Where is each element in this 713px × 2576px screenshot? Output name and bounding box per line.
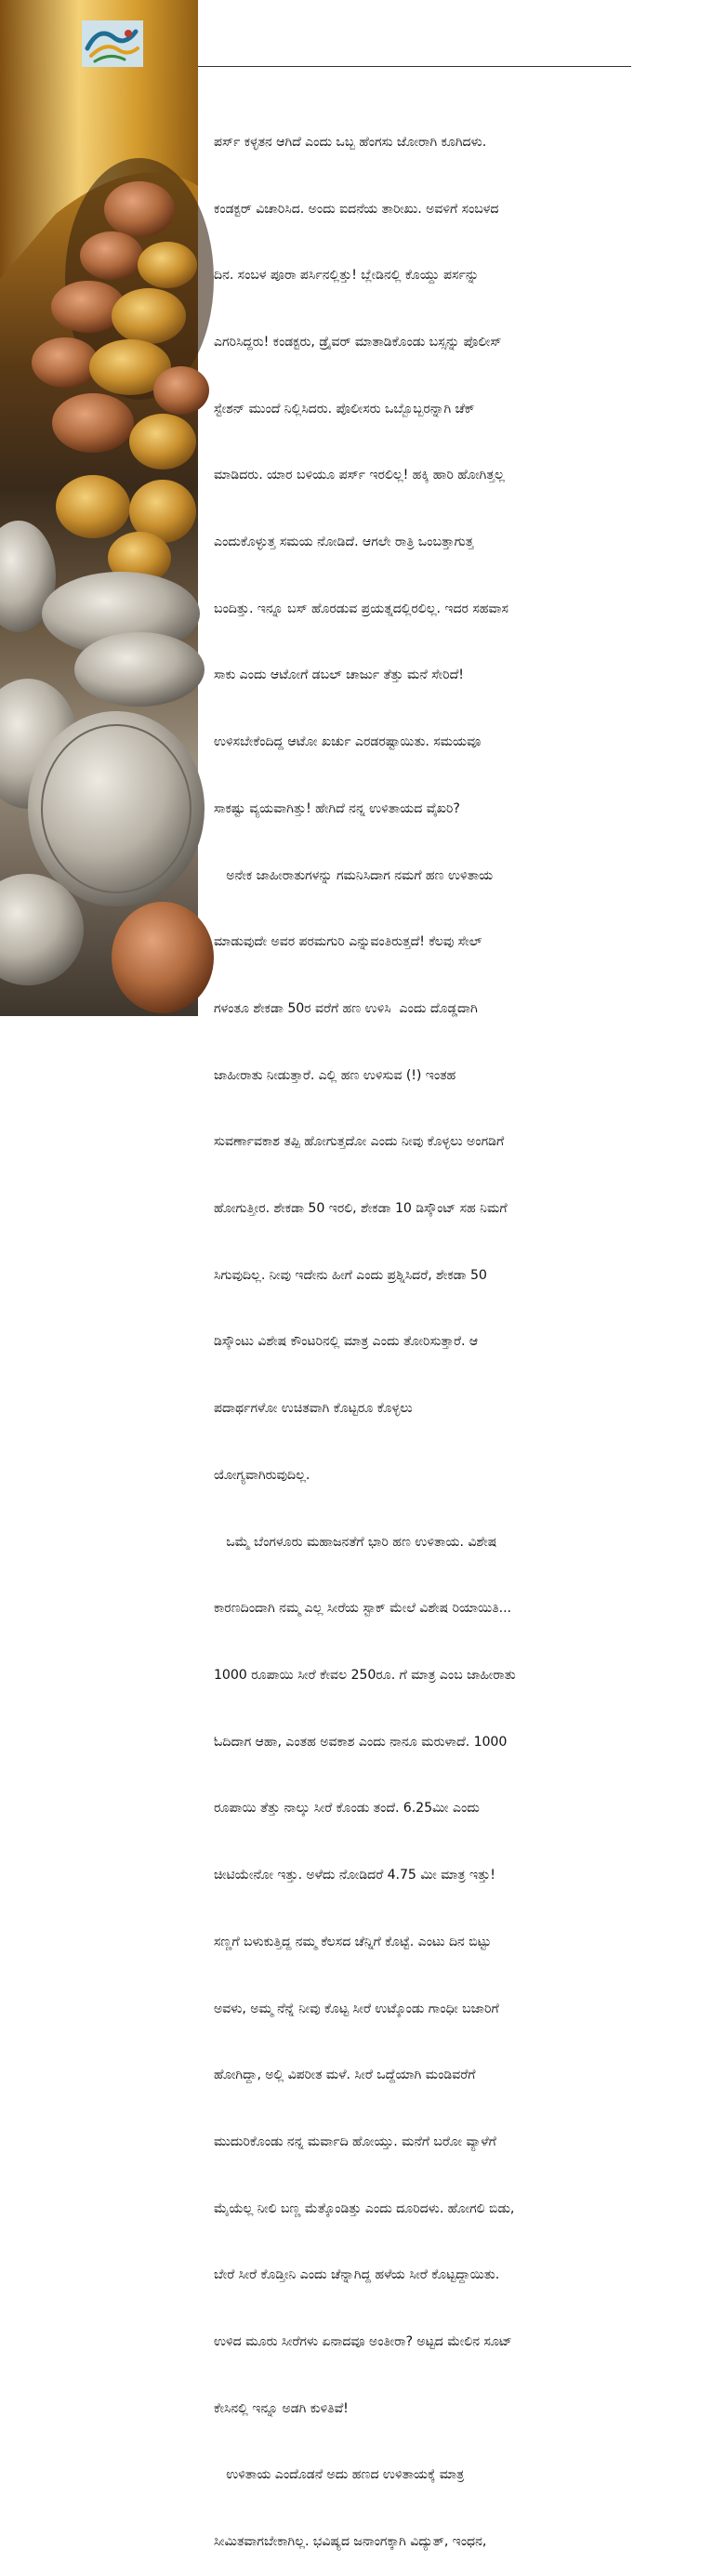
article-line: 1000 ರೂಪಾಯಿ ಸೀರೆ ಕೇವಲ 250ರೂ. ಗೆ ಮಾತ್ರ ಎಂಬ ಜಾಹೀರಾತು (214, 1667, 516, 1683)
logo (82, 20, 143, 67)
article-line: ಸಣ್ಣಗೆ ಬಳುಕುತ್ತಿದ್ದ ನಮ್ಮ ಕೆಲಸದ ಚೆನ್ನಿಗೆ ಕೊಟ್ಟೆ. ಎಂಟು ದಿನ ಬಿಟ್ಟು (214, 1934, 492, 1949)
article-line: ಓದಿದಾಗ ಆಹಾ, ಎಂತಹ ಅವಕಾಶ ಎಂದು ನಾನೂ ಮರುಳಾದೆ. 1000 (214, 1734, 508, 1750)
article-line: ಬೇರೆ ಸೀರೆ ಕೊಡ್ತೀನಿ ಎಂದು ಚೆನ್ನಾಗಿದ್ದ ಹಳೆಯ ಸೀರೆ ಕೊಟ್ಟದ್ದಾಯಿತು. (214, 2267, 500, 2283)
coins-photo (0, 0, 198, 1016)
article-line: ಮೈಯೆಲ್ಲ ನೀಲಿ ಬಣ್ಣ ಮೆತ್ಕೊಂಡಿತ್ತು ಎಂದು ದೂರಿದಳು. ಹೋಗಲಿ ಬಿಡು, (214, 2200, 515, 2216)
article-line: ಮಾಡಿದರು. ಯಾರ ಬಳಿಯೂ ಪರ್ಸ್ ಇರಲಿಲ್ಲ! ಹಕ್ಕಿ ಹಾರಿ ಹೋಗಿತ್ತಲ್ಲ (214, 468, 505, 483)
article-line: ಅವಳು, ಅಮ್ಮ ನೆನ್ನೆ ನೀವು ಕೊಟ್ಟ ಸೀರೆ ಉಟ್ಕೊಂಡು ಗಾಂಧೀ ಬಜಾರಿಗೆ (214, 2001, 499, 2016)
article-line: ಸುವರ್ಣಾವಕಾಶ ತಪ್ಪಿ ಹೋಗುತ್ತದೋ ಎಂದು ನೀವು ಕೊಳ್ಳಲು ಅಂಗಡಿಗೆ (214, 1134, 505, 1150)
article-line: ಉಳಿಸಬೇಕೆಂದಿದ್ದ ಆಟೋ ಖರ್ಚು ಎರಡರಷ್ಟಾಯಿತು. ಸಮಯವೂ (214, 734, 482, 750)
article-line: ಉಳಿದ ಮೂರು ಸೀರೆಗಳು ಏನಾದವೂ ಅಂತೀರಾ? ಅಟ್ಟದ ಮೇಲಿನ ಸೂಟ್ (214, 2334, 512, 2350)
article-line: ಗಳಂತೂ ಶೇಕಡಾ 50ರ ವರೆಗೆ ಹಣ ಉಳಿಸಿ ಎಂದು ದೊಡ್ಡದಾಗಿ (214, 1000, 478, 1016)
article-line: ಬಂದಿತ್ತು. ಇನ್ನೂ ಬಸ್ ಹೊರಡುವ ಪ್ರಯತ್ನದಲ್ಲಿರಲಿಲ್ಲ. ಇದರ ಸಹವಾಸ (214, 601, 508, 616)
article-line: ಮುದುರಿಕೊಂಡು ನನ್ನ ಮರ್ವಾದಿ ಹೋಯ್ತು. ಮನೆಗೆ ಬರೋ ವ್ಯಾಳೆಗೆ (214, 2133, 496, 2149)
article-line: ಕೇಸಿನಲ್ಲಿ ಇನ್ನೂ ಅಡಗಿ ಕುಳಿತಿವೆ! (214, 2400, 349, 2416)
article-line: ಜಾಹೀರಾತು ನೀಡುತ್ತಾರೆ. ಎಲ್ಲಿ ಹಣ ಉಳಿಸುವ (!) ಇಂತಹ (214, 1067, 456, 1083)
article-line: ಹೋಗುತ್ತೀರ. ಶೇಕಡಾ 50 ಇರಲಿ, ಶೇಕಡಾ 10 ಡಿಸ್ಕೌಂಟ್ ಸಹ ನಿಮಗೆ (214, 1201, 508, 1217)
article-line: ಎಗರಿಸಿದ್ದರು! ಕಂಡಕ್ಟರು, ಡ್ರೈವರ್ ಮಾತಾಡಿಕೊಂಡು ಬಸ್ಸನ್ನು ಪೊಲೀಸ್ (214, 334, 502, 350)
article-line: ಯೋಗ್ಯವಾಗಿರುವುದಿಲ್ಲ. (214, 1467, 310, 1483)
article-body (214, 87, 641, 2576)
article-line: ಸೀಮಿತವಾಗಬೇಕಾಗಿಲ್ಲ. ಭವಿಷ್ಯದ ಜನಾಂಗಕ್ಕಾಗಿ ವಿದ್ಯುತ್, ಇಂಧನ, (214, 2534, 487, 2550)
article-line: ಡಿಸ್ಕೌಂಟು ವಿಶೇಷ ಕೌಂಟರಿನಲ್ಲಿ ಮಾತ್ರ ಎಂದು ತೋರಿಸುತ್ತಾರೆ. ಆ (214, 1334, 479, 1350)
article-line: ಸಿಗುವುದಿಲ್ಲ. ನೀವು ಇದೇನು ಹೀಗೆ ಎಂದು ಪ್ರಶ್ನಿಸಿದರೆ, ಶೇಕಡಾ 50 (214, 1267, 487, 1283)
article-line: ಸಾಕು ಎಂದು ಆಟೋಗೆ ಡಬಲ್ ಚಾರ್ಜು ತೆತ್ತು ಮನೆ ಸೇರಿದೆ! (214, 667, 464, 683)
article-line: ರೂಪಾಯಿ ತೆತ್ತು ನಾಲ್ಕು ಸೀರೆ ಕೊಂಡು ತಂದೆ. 6.25ಮೀ ಎಂದು (214, 1801, 480, 1816)
header-rule (198, 66, 631, 67)
article-line: ಎಂದುಕೊಳ್ಳುತ್ತ ಸಮಯ ನೋಡಿದೆ. ಆಗಲೇ ರಾತ್ರಿ ಒಂಬತ್ತಾಗುತ್ತ (214, 535, 474, 550)
article-line: ಕಾರಣದಿಂದಾಗಿ ನಮ್ಮ ಎಲ್ಲ ಸೀರೆಯ ಸ್ಟಾಕ್ ಮೇಲೆ ವಿಶೇಷ ರಿಯಾಯಿತಿ... (214, 1601, 511, 1617)
article-line: ಸ್ಟೇಶನ್ ಮುಂದೆ ನಿಲ್ಲಿಸಿದರು. ಪೊಲೀಸರು ಒಬ್ಬೊಬ್ಬರನ್ನಾಗಿ ಚೆಕ್ (214, 401, 475, 416)
article-line: ಕಂಡಕ್ಟರ್ ವಿಚಾರಿಸಿದ. ಅಂದು ಐದನೆಯ ತಾರೀಖು. ಅವಳಿಗೆ ಸಂಬಳದ (214, 201, 499, 217)
article-line: ಅನೇಕ ಜಾಹೀರಾತುಗಳನ್ನು ಗಮನಿಸಿದಾಗ ನಮಗೆ ಹಣ ಉಳಿತಾಯ (214, 867, 494, 883)
article-line: ಮಾಡುವುದೇ ಅವರ ಪರಮಗುರಿ ಎನ್ನುವಂತಿರುತ್ತದೆ! ಕೆಲವು ಸೇಲ್ (214, 934, 482, 950)
article-line: ಪರ್ಸ್ ಕಳ್ಳತನ ಆಗಿದೆ ಎಂದು ಒಬ್ಬ ಹೆಂಗಸು ಜೋರಾಗಿ ಕೂಗಿದಳು. (214, 134, 487, 150)
article-line: ಚೀಟಿಯೇನೋ ಇತ್ತು. ಅಳೆದು ನೋಡಿದರೆ 4.75 ಮೀ ಮಾತ್ರ ಇತ್ತು! (214, 1868, 495, 1883)
article-line: ಸಾಕಷ್ಟು ವ್ಯಯವಾಗಿತ್ತು! ಹೇಗಿದೆ ನನ್ನ ಉಳಿತಾಯದ ವೈಖರಿ? (214, 800, 460, 816)
article-line: ಹೋಗಿದ್ದಾ, ಅಲ್ಲಿ ವಿಪರೀತ ಮಳೆ. ಸೀರೆ ಒದ್ದೆಯಾಗಿ ಮಂಡಿವರೆಗೆ (214, 2067, 476, 2083)
article-line: ದಿನ. ಸಂಬಳ ಪೂರಾ ಪರ್ಸಿನಲ್ಲಿತ್ತು! ಬ್ಲೇಡಿನಲ್ಲಿ ಕೊಯ್ದು ಪರ್ಸನ್ನು (214, 268, 480, 284)
article-line: ಒಮ್ಮೆ ಬೆಂಗಳೂರು ಮಹಾಜನತೆಗೆ ಭಾರಿ ಹಣ ಉಳಿತಾಯ. ವಿಶೇಷ (214, 1534, 497, 1550)
article-line: ಪದಾರ್ಥಗಳೋ ಉಚಿತವಾಗಿ ಕೊಟ್ಟರೂ ಕೊಳ್ಳಲು (214, 1401, 413, 1417)
coins-illustration (0, 0, 198, 1016)
article-line: ಉಳಿತಾಯ ಎಂದೊಡನೆ ಅದು ಹಣದ ಉಳಿತಾಯಕ್ಕೆ ಮಾತ್ರ (214, 2467, 465, 2483)
